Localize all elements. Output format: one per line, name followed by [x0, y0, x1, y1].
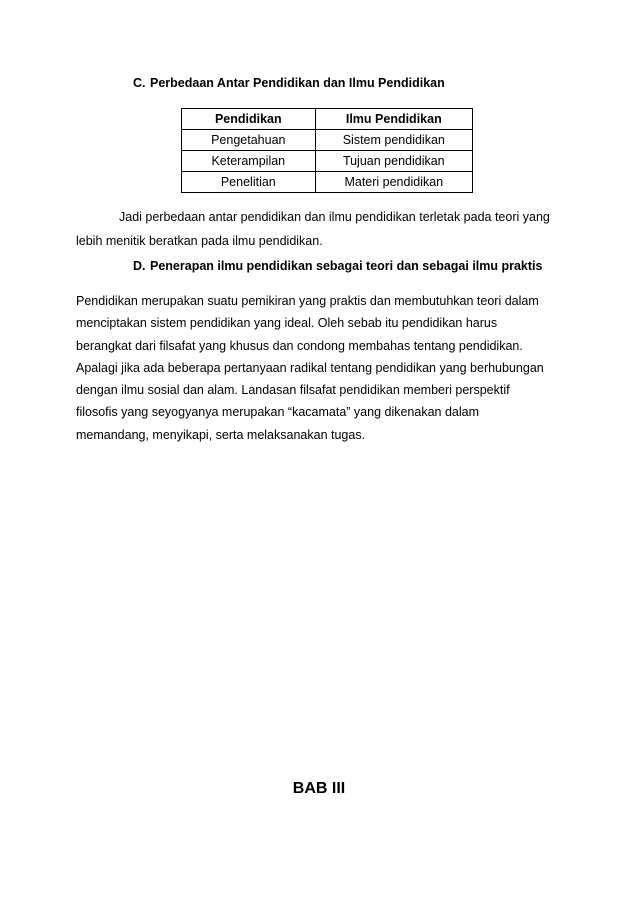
table-cell: Penelitian: [182, 172, 316, 193]
paragraph-line: dengan ilmu sosial dan alam. Landasan filsafat pendidikan memberi perspektif: [76, 383, 510, 398]
table-row: [182, 151, 473, 172]
paragraph-body: [76, 290, 562, 446]
section-c-heading: [133, 76, 445, 90]
table-header-row: [182, 109, 473, 130]
table-header-cell: Pendidikan: [182, 109, 316, 130]
section-d-heading: [133, 259, 542, 273]
table-cell: Pengetahuan: [182, 130, 316, 151]
table-cell: Keterampilan: [182, 151, 316, 172]
comparison-table: [181, 108, 473, 193]
section-c-title: Perbedaan Antar Pendidikan dan Ilmu Pendidikan: [150, 76, 445, 90]
paragraph-line: Pendidikan merupakan suatu pemikiran yang praktis dan membutuhkan teori dalam: [76, 294, 539, 308]
paragraph-line: menciptakan sistem pendidikan yang ideal. Oleh sebab itu pendidikan harus: [76, 316, 498, 331]
section-d-title: Penerapan ilmu pendidikan sebagai teori dan sebagai ilmu praktis: [150, 259, 543, 273]
paragraph-line: Apalagi jika ada beberapa pertanyaan radikal tentang pendidikan yang berhubungan: [76, 360, 544, 375]
table-cell: Tujuan pendidikan: [315, 151, 472, 172]
table-header-cell: Ilmu Pendidikan: [315, 109, 472, 130]
paragraph-line: filosofis yang seyogyanya merupakan “kacamata” yang dikenakan dalam: [76, 405, 480, 420]
paragraph-line: Jadi perbedaan antar pendidikan dan ilmu pendidikan terletak pada teori yang: [119, 210, 550, 224]
table-row: [182, 130, 473, 151]
table-cell: Sistem pendidikan: [315, 130, 472, 151]
table-row: [182, 172, 473, 193]
paragraph-line: lebih menitik beratkan pada ilmu pendidikan.: [76, 234, 323, 248]
section-d-letter: D.: [133, 259, 146, 273]
chapter-heading: BAB III: [292, 780, 346, 797]
section-c-letter: C.: [133, 76, 146, 90]
paragraph-line: memandang, menyikapi, serta melaksanakan tugas.: [76, 427, 366, 442]
paragraph-line: berangkat dari filsafat yang khusus dan condong membahas tentang pendidikan.: [76, 338, 523, 353]
paragraph-conclusion: [76, 205, 562, 253]
table-cell: Materi pendidikan: [315, 172, 472, 193]
